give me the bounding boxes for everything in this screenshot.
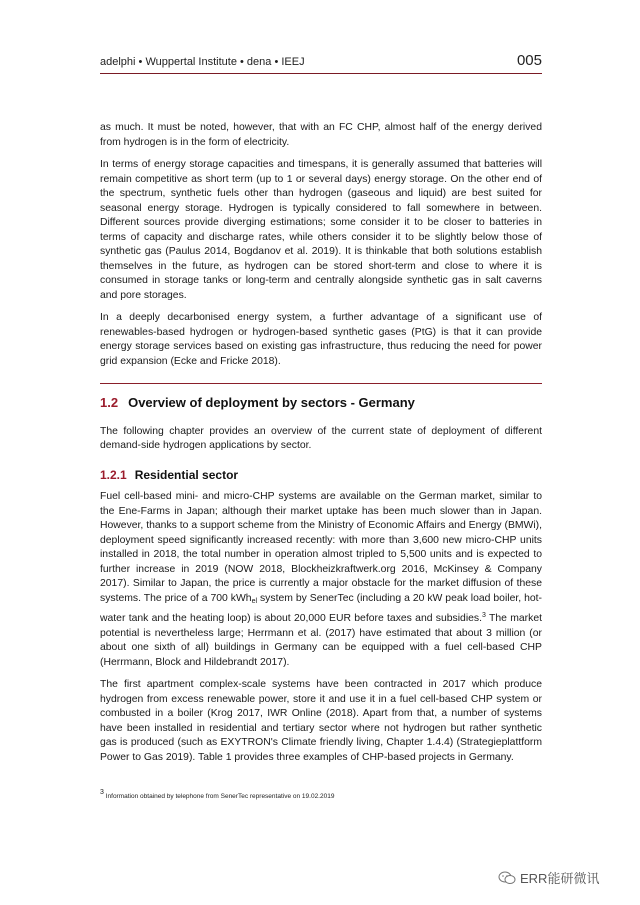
text-run: The market potential is nevertheless large; Herrmann et al. (2017) have estimated that about 3 million (or about one sixth of all) buildings in Germany can be equipped with a fuel cell-based CHP (Herrmann, Block and Hildebrandt 2017). [100,613,542,668]
subsection-number: 1.2.1 [100,467,127,482]
footnote-marker[interactable]: 3 [482,612,486,619]
watermark [498,868,599,887]
section-divider [100,383,542,384]
section-heading-1-2 [100,396,542,411]
wechat-icon [498,871,516,885]
footnote-number: 3 [100,789,104,796]
subsection-title: Residential sector [134,467,239,482]
paragraph-decarbonised: In a deeply decarbonised energy system, a further advantage of a significant use of renewables-based hydrogen or hydrogen-based synthetic gases (PtG) is that it can provide energy storage services based on existing gas infrastructure, thus reducing the need for power grid expansion (Ecke and Fricke 2018). [100,312,542,367]
section-intro: The following chapter provides an overview of the current state of deployment of different demand-side hydrogen applications by sector. [100,425,542,451]
text-run: Fuel cell-based mini- and micro-CHP systems are available on the German market, similar to the Ene-Farms in Japan; although their market uptake has been much slower than in Japan. However, thanks to a support scheme from the Ministry of Economic Affairs and Energy (BMWi), deployment speed significantly increased recently: with more than 3,600 new micro-CHP units installed in 2018, the total number in operation almost tripled to 5,500 units and is expected to further increase in 2019 (NOW 2018, Blockheizkraftwerk.org 2016, McKinsey & Company 2017). Similar to Japan, the price is currently a major obstacle for the market diffusion of these systems. The price of a 700 kWh [100,491,542,604]
watermark-text: ERR能研微讯 [520,871,600,886]
footnote-text: Information obtained by telephone from SenerTec representative on 19.02.2019 [103,793,335,800]
page-body [100,121,542,773]
section-number: 1.2 [100,395,119,410]
paragraph-apartment-systems: The first apartment complex-scale systems have been contracted in 2017 which produce hydrogen from excess renewable power, store it and use it in a fuel cell-based CHP system or combusted in a boiler (Krog 2017, IWR Online (2018). Apart from that, a number of systems have been installed in residential and tertiary sector where not hydrogen but rather synthetic gas is produced (such as EXYTRON's Climate friendly living, Chapter 1.4.4) (Strategieplattform Power to Gas 2019). Table 1 provides three examples of CHP-based projects in Germany. [100,679,542,763]
subsection-heading-1-2-1 [100,468,542,483]
page-number: 005 [516,52,542,69]
footnote [100,789,542,800]
paragraph-energy-storage: In terms of energy storage capacities and timespans, it is generally assumed that batteries will remain competitive as short term (up to 1 or several days) energy storage. On the other end of the spectrum, synthetic fuels other than hydrogen (gaseous and liquid) are best suited for seasonal energy storage. Hydrogen is typically considered to fall somewhere in between. Different sources provide diverging estimations; some consider it to be closer to batteries in terms of capacity and discharge rates, while others consider it to be slightly below those of synthetic gas (Paulus 2014, Bogdanov et al. 2019). It is thinkable that both solutions establish themselves in the future, as hydrogen can be stored short-term and close to where it is consumed in storage tanks or long-term and centrally alongside synthetic gas in salt caverns and pore storages. [100,159,542,301]
section-title: Overview of deployment by sectors - Germany [128,395,415,410]
paragraph-continuation: as much. It must be noted, however, that with an FC CHP, almost half of the energy derived from hydrogen is in the form of electricity. [100,122,542,148]
text-run: system by SenerTec (including a 20 kW peak load boiler, hot-water tank and the heating loop) is about 20,000 EUR before taxes and subsidies. [100,592,542,624]
subscript-el: el [251,597,258,605]
page-header [100,52,542,74]
header-divider [100,73,542,74]
header-authors: adelphi • Wuppertal Institute • dena • IEEJ [100,56,305,68]
paragraph-micro-chp [100,490,542,670]
